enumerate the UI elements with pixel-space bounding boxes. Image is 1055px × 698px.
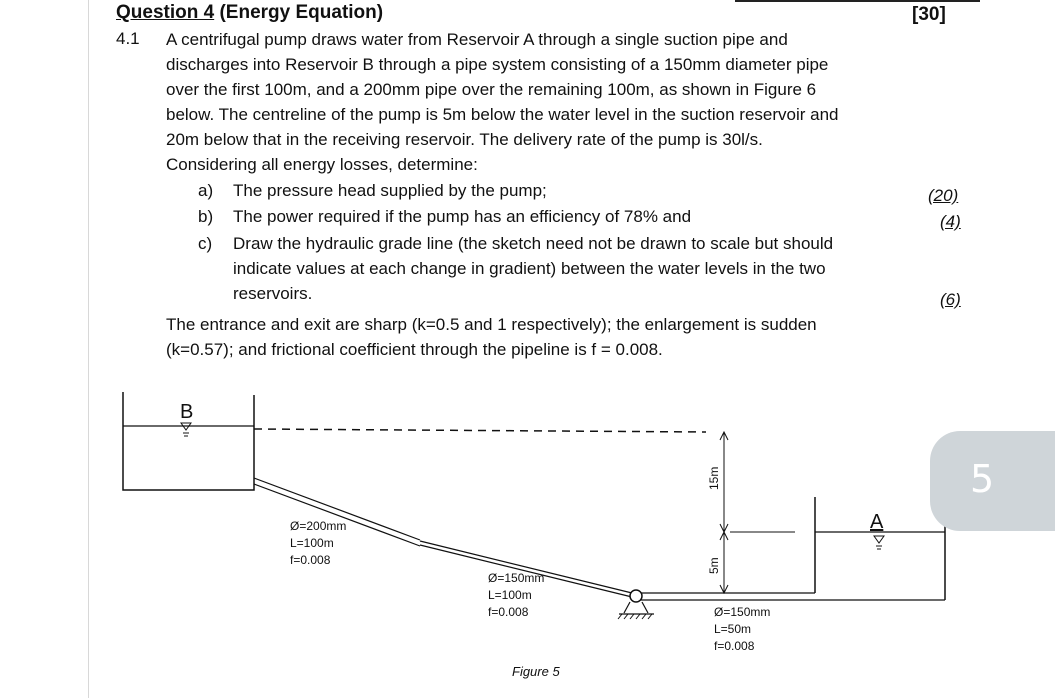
pipe1-friction: f=0.008 bbox=[290, 553, 331, 567]
pipe3-friction: f=0.008 bbox=[714, 639, 755, 653]
pipe2-length: L=100m bbox=[488, 588, 532, 602]
item-c-marks: (6) bbox=[940, 290, 961, 309]
item-a-marks: (20) bbox=[928, 186, 959, 205]
item-c-line: indicate values at each change in gradient) between the water levels in the two bbox=[233, 259, 826, 278]
reservoir-b-label: B bbox=[180, 401, 194, 423]
closing-line: The entrance and exit are sharp (k=0.5 and 1 respectively); the enlargement is sudden bbox=[166, 315, 817, 334]
pipe2-friction: f=0.008 bbox=[488, 605, 529, 619]
pipe1-diameter: Ø=200mm bbox=[290, 519, 347, 533]
item-c-line: reservoirs. bbox=[233, 284, 313, 303]
pipe2-diameter: Ø=150mm bbox=[488, 571, 545, 585]
pipe3-diameter: Ø=150mm bbox=[714, 605, 771, 619]
height-upper-label: 15m bbox=[707, 466, 721, 490]
item-a-label: a) bbox=[198, 181, 214, 200]
reservoir-a-label: A bbox=[870, 511, 884, 533]
question-line: 20m below that in the receiving reservoir. The delivery rate of the pump is 30l/s. bbox=[166, 130, 763, 149]
pipe1-length: L=100m bbox=[290, 536, 334, 550]
question-line: Considering all energy losses, determine: bbox=[166, 155, 478, 174]
water-level-symbol-a bbox=[874, 536, 884, 549]
page-number-badge bbox=[930, 431, 1055, 531]
question-line: discharges into Reservoir B through a pipe system consisting of a 150mm diameter pipe bbox=[166, 55, 829, 74]
height-dimension bbox=[720, 432, 728, 593]
height-lower-label: 5m bbox=[707, 557, 721, 574]
question-line: over the first 100m, and a 200mm pipe over the remaining 100m, as shown in Figure 6 bbox=[166, 80, 817, 99]
water-level-dashed-line bbox=[254, 429, 706, 432]
pipe-200mm bbox=[254, 478, 420, 546]
item-a-line: The pressure head supplied by the pump; bbox=[233, 181, 547, 200]
question-line: A centrifugal pump draws water from Reservoir A through a single suction pipe and bbox=[166, 30, 788, 49]
item-c-line: Draw the hydraulic grade line (the sketch need not be drawn to scale but should bbox=[233, 234, 834, 253]
question-number-title: Question 4 bbox=[116, 2, 215, 23]
closing-line: (k=0.57); and frictional coefficient through the pipeline is f = 0.008. bbox=[166, 340, 663, 359]
page-number: 5 bbox=[970, 457, 995, 501]
total-marks: [30] bbox=[912, 4, 946, 25]
pipe-150mm-suction bbox=[640, 593, 945, 600]
sub-question-number: 4.1 bbox=[116, 29, 140, 48]
water-level-symbol-b bbox=[181, 423, 191, 436]
figure-caption: Figure 5 bbox=[512, 664, 560, 679]
item-c-label: c) bbox=[198, 234, 213, 253]
item-b-marks: (4) bbox=[940, 212, 961, 231]
pipe3-length: L=50m bbox=[714, 622, 752, 636]
item-b-line: The power required if the pump has an efficiency of 78% and bbox=[233, 207, 692, 226]
question-line: below. The centreline of the pump is 5m below the water level in the suction reservoir and bbox=[166, 105, 839, 124]
item-b-label: b) bbox=[198, 207, 214, 226]
question-subtitle: (Energy Equation) bbox=[219, 2, 384, 23]
